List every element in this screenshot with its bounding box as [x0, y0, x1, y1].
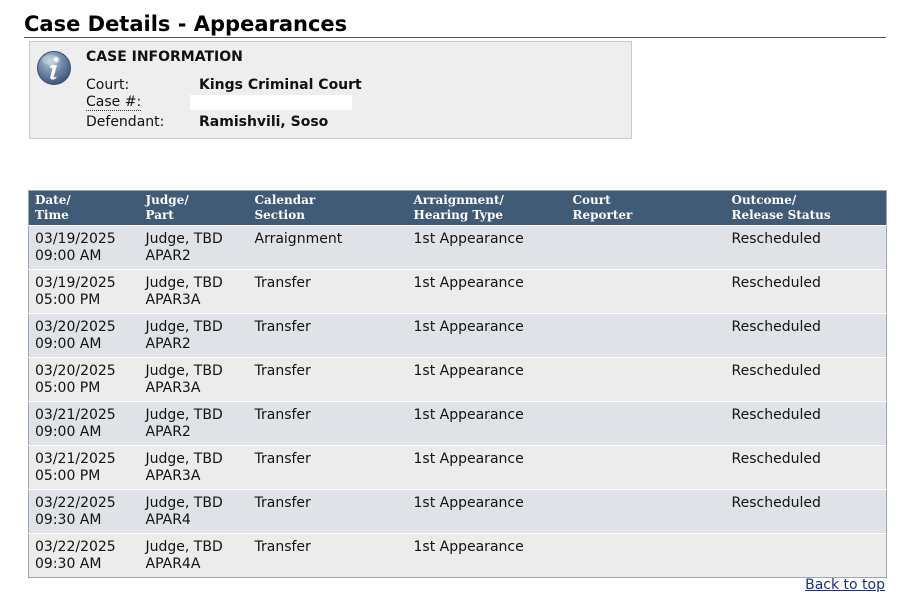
cell-text-part: APAR3A	[145, 468, 201, 484]
cell-text-part: APAR3A	[145, 292, 201, 308]
appearances-table-container	[28, 190, 886, 578]
column-header-calendar-section	[249, 191, 408, 226]
outcome-cell	[726, 226, 887, 270]
outcome-cell	[726, 358, 887, 402]
column-header-line: Court	[572, 193, 611, 207]
calendar-section-cell	[249, 490, 408, 534]
cell-text-date: 03/19/2025	[35, 275, 116, 291]
table-row	[29, 226, 887, 270]
outcome-cell	[726, 402, 887, 446]
cell-text-hearing-type: 1st Appearance	[413, 539, 524, 555]
cell-text-section: Transfer	[254, 363, 311, 379]
cell-text-section: Transfer	[254, 275, 311, 291]
court-reporter-cell	[567, 226, 726, 270]
date-time-cell	[29, 446, 140, 490]
cell-text-date: 03/20/2025	[35, 319, 116, 335]
cell-text-judge: Judge, TBD	[145, 495, 223, 511]
calendar-section-cell	[249, 358, 408, 402]
case-number-value	[190, 95, 352, 110]
judge-part-cell	[140, 534, 249, 578]
column-header-line: Arraignment/	[413, 193, 504, 207]
table-row	[29, 490, 887, 534]
court-reporter-cell	[567, 270, 726, 314]
appearances-table	[28, 190, 887, 578]
cell-text-part: APAR4A	[145, 556, 201, 572]
cell-text-date: 03/20/2025	[35, 363, 116, 379]
cell-text-time: 05:00 PM	[35, 292, 101, 308]
court-label: Court:	[86, 77, 130, 93]
cell-text-hearing-type: 1st Appearance	[413, 363, 524, 379]
table-row	[29, 270, 887, 314]
cell-text-judge: Judge, TBD	[145, 319, 223, 335]
outcome-cell	[726, 490, 887, 534]
date-time-cell	[29, 270, 140, 314]
table-row	[29, 358, 887, 402]
column-header-line: Section	[254, 208, 305, 222]
date-time-cell	[29, 226, 140, 270]
hearing-type-cell	[408, 490, 567, 534]
hearing-type-cell	[408, 270, 567, 314]
cell-text-section: Transfer	[254, 539, 311, 555]
table-row	[29, 314, 887, 358]
defendant-value: Ramishvili, Soso	[199, 114, 329, 130]
cell-text-section: Transfer	[254, 407, 311, 423]
cell-text-part: APAR2	[145, 336, 191, 352]
cell-text-hearing-type: 1st Appearance	[413, 231, 524, 247]
cell-text-hearing-type: 1st Appearance	[413, 275, 524, 291]
cell-text-outcome: Rescheduled	[731, 495, 821, 511]
date-time-cell	[29, 358, 140, 402]
cell-text-time: 05:00 PM	[35, 380, 101, 396]
date-time-cell	[29, 402, 140, 446]
cell-text-part: APAR2	[145, 248, 191, 264]
judge-part-cell	[140, 270, 249, 314]
date-time-cell	[29, 534, 140, 578]
judge-part-cell	[140, 314, 249, 358]
column-header-line: Time	[35, 208, 69, 222]
column-header-line: Date/	[35, 193, 71, 207]
court-reporter-cell	[567, 314, 726, 358]
court-value: Kings Criminal Court	[199, 77, 362, 93]
judge-part-cell	[140, 446, 249, 490]
date-time-cell	[29, 490, 140, 534]
hearing-type-cell	[408, 534, 567, 578]
case-number-label: Case #:	[86, 94, 142, 110]
hearing-type-cell	[408, 446, 567, 490]
calendar-section-cell	[249, 402, 408, 446]
column-header-line: Outcome/	[731, 193, 797, 207]
cell-text-judge: Judge, TBD	[145, 539, 223, 555]
cell-text-outcome: Rescheduled	[731, 407, 821, 423]
table-body	[29, 226, 887, 578]
cell-text-date: 03/19/2025	[35, 231, 116, 247]
cell-text-section: Transfer	[254, 319, 311, 335]
judge-part-cell	[140, 490, 249, 534]
hearing-type-cell	[408, 314, 567, 358]
cell-text-judge: Judge, TBD	[145, 363, 223, 379]
column-header-line: Part	[145, 208, 174, 222]
defendant-row	[86, 113, 626, 131]
outcome-cell	[726, 446, 887, 490]
judge-part-cell	[140, 358, 249, 402]
column-header-line: Calendar	[254, 193, 316, 207]
cell-text-hearing-type: 1st Appearance	[413, 451, 524, 467]
cell-text-part: APAR3A	[145, 380, 201, 396]
court-reporter-cell	[567, 446, 726, 490]
column-header-date-time	[29, 191, 140, 226]
table-row	[29, 446, 887, 490]
court-reporter-cell	[567, 534, 726, 578]
case-number-row	[86, 94, 626, 112]
hearing-type-cell	[408, 226, 567, 270]
cell-text-time: 09:00 AM	[35, 336, 102, 352]
column-header-line: Reporter	[572, 208, 633, 222]
calendar-section-cell	[249, 270, 408, 314]
cell-text-part: APAR4	[145, 512, 191, 528]
column-header-line: Judge/	[145, 193, 189, 207]
column-header-outcome-status	[726, 191, 887, 226]
court-reporter-cell	[567, 402, 726, 446]
court-reporter-cell	[567, 490, 726, 534]
calendar-section-cell	[249, 314, 408, 358]
cell-text-hearing-type: 1st Appearance	[413, 407, 524, 423]
cell-text-time: 09:30 AM	[35, 512, 102, 528]
hearing-type-cell	[408, 402, 567, 446]
cell-text-judge: Judge, TBD	[145, 275, 223, 291]
cell-text-date: 03/21/2025	[35, 407, 116, 423]
cell-text-section: Transfer	[254, 495, 311, 511]
column-header-judge-part	[140, 191, 249, 226]
case-information-panel	[29, 41, 632, 139]
column-header-line: Release Status	[731, 208, 831, 222]
cell-text-date: 03/21/2025	[35, 451, 116, 467]
column-header-court-reporter	[567, 191, 726, 226]
cell-text-hearing-type: 1st Appearance	[413, 495, 524, 511]
judge-part-cell	[140, 402, 249, 446]
cell-text-section: Transfer	[254, 451, 311, 467]
cell-text-section: Arraignment	[254, 231, 343, 247]
cell-text-time: 09:00 AM	[35, 424, 102, 440]
outcome-cell	[726, 534, 887, 578]
cell-text-outcome: Rescheduled	[731, 451, 821, 467]
court-reporter-cell	[567, 358, 726, 402]
cell-text-judge: Judge, TBD	[145, 407, 223, 423]
back-to-top-link[interactable]: Back to top	[805, 577, 885, 593]
table-header-row	[29, 191, 887, 226]
cell-text-outcome: Rescheduled	[731, 319, 821, 335]
hearing-type-cell	[408, 358, 567, 402]
calendar-section-cell	[249, 446, 408, 490]
cell-text-hearing-type: 1st Appearance	[413, 319, 524, 335]
cell-text-part: APAR2	[145, 424, 191, 440]
table-row	[29, 402, 887, 446]
calendar-section-cell	[249, 226, 408, 270]
cell-text-outcome: Rescheduled	[731, 231, 821, 247]
cell-text-time: 05:00 PM	[35, 468, 101, 484]
cell-text-judge: Judge, TBD	[145, 231, 223, 247]
court-row	[86, 76, 626, 94]
outcome-cell	[726, 314, 887, 358]
page-title: Case Details - Appearances	[24, 12, 348, 36]
column-header-line: Hearing Type	[413, 208, 504, 222]
info-icon	[36, 50, 72, 86]
cell-text-outcome: Rescheduled	[731, 275, 821, 291]
cell-text-outcome: Rescheduled	[731, 363, 821, 379]
cell-text-time: 09:30 AM	[35, 556, 102, 572]
table-row	[29, 534, 887, 578]
calendar-section-cell	[249, 534, 408, 578]
date-time-cell	[29, 314, 140, 358]
cell-text-date: 03/22/2025	[35, 495, 116, 511]
outcome-cell	[726, 270, 887, 314]
column-header-hearing-type	[408, 191, 567, 226]
cell-text-judge: Judge, TBD	[145, 451, 223, 467]
judge-part-cell	[140, 226, 249, 270]
cell-text-time: 09:00 AM	[35, 248, 102, 264]
defendant-label: Defendant:	[86, 114, 165, 130]
cell-text-date: 03/22/2025	[35, 539, 116, 555]
title-divider	[24, 37, 886, 38]
case-information-heading: CASE INFORMATION	[86, 49, 243, 65]
